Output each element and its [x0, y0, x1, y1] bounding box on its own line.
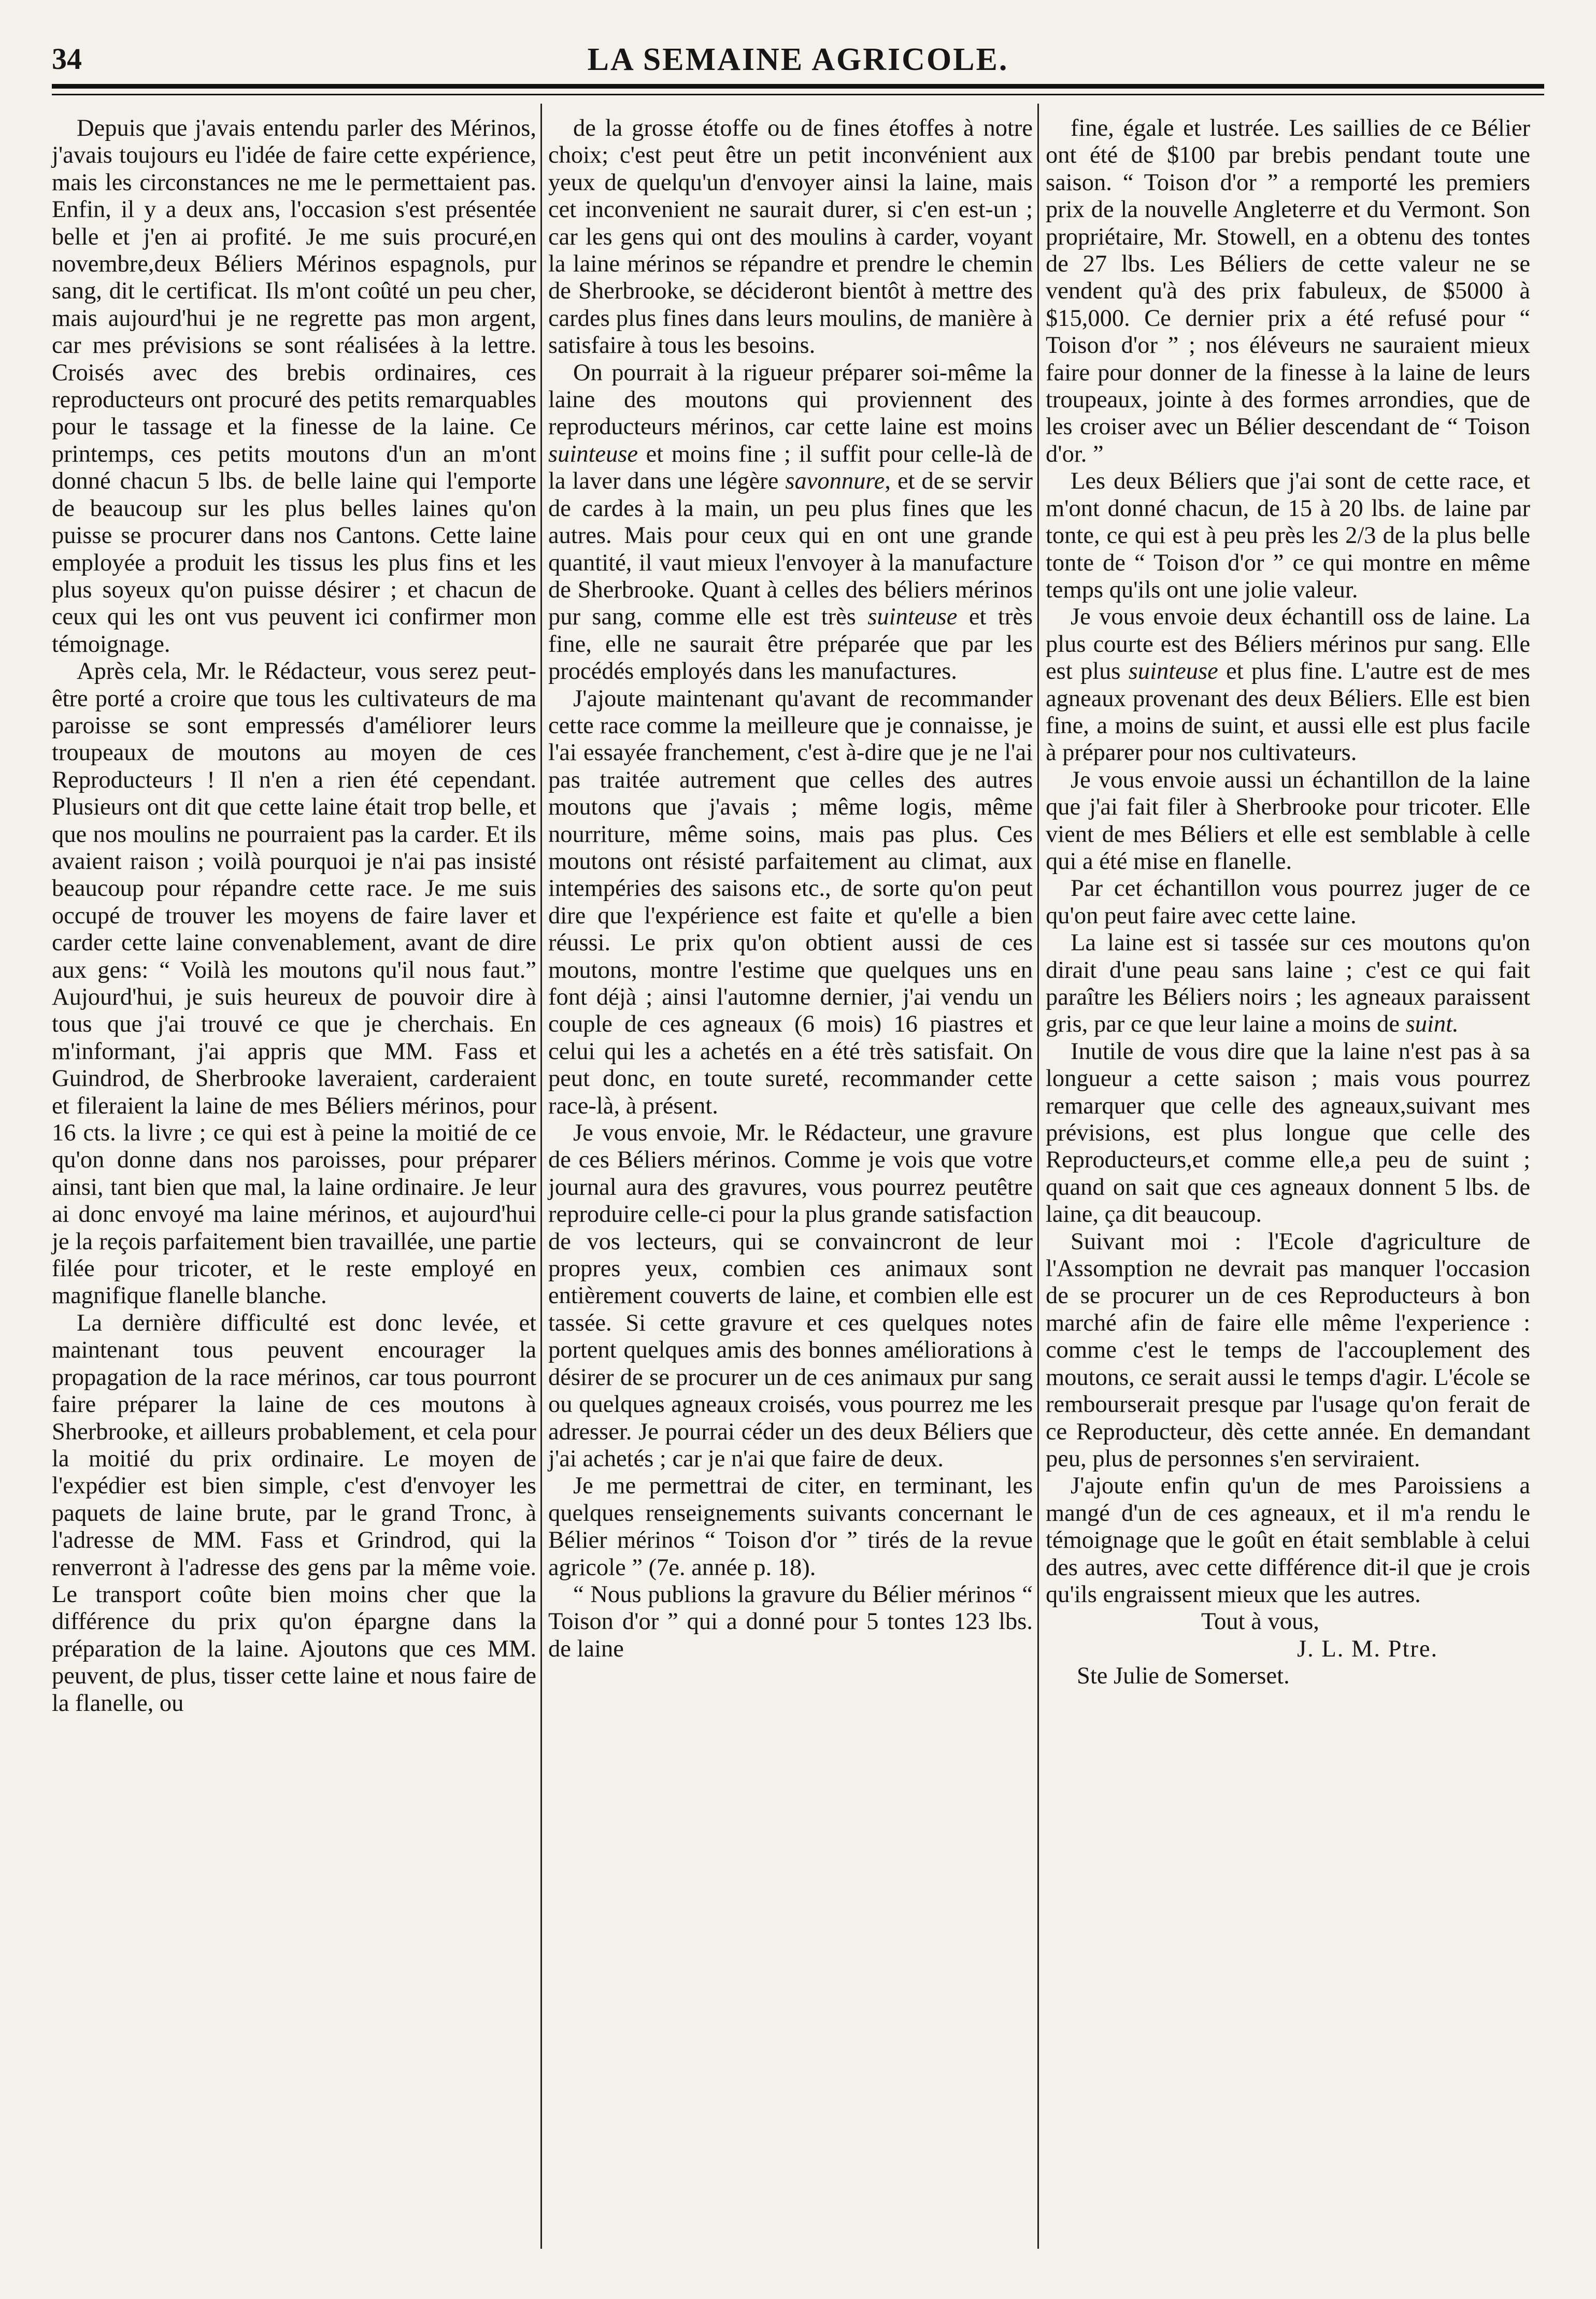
page-number: 34	[52, 42, 82, 76]
column-separator	[540, 104, 542, 2249]
column-2	[548, 115, 1033, 1663]
paragraph: On pourrait à la rigueur préparer soi-même la laine des moutons qui proviennent des reproducteurs mérinos, car cette laine est moins suinteuse et moins fine ; il suffit pour celle-là de la laver dans une légère savonnure, et de se servir de cardes à la main, un peu plus fines que les autres. Mais pour ceux qui en ont une grande quantité, il vaut mieux l'envoyer à la manufacture de Sherbrooke. Quant à celles des béliers mérinos pur sang, comme elle est très suinteuse et très fine, elle ne saurait être préparée que par les procédés employés dans les manufactures.	[548, 359, 1033, 685]
paragraph: La dernière difficulté est donc levée, et maintenant tous peuvent encourager la propagation de la race mérinos, car tous pourront faire préparer la laine de ces moutons à Sherbrooke, et ailleurs probablement, et cela pour la moitié du prix ordinaire. Le moyen de l'expédier est bien simple, c'est d'envoyer les paquets de laine brute, par le grand Tronc, à l'adresse de MM. Fass et Grindrod, qui la renverront à l'adresse des gens par la même voie. Le transport coûte bien moins cher que la différence du prix qu'on épargne dans la préparation de la laine. Ajoutons que ces MM. peuvent, de plus, tisser cette laine et nous faire de la flanelle, ou	[52, 1309, 536, 1717]
paragraph: “ Nous publions la gravure du Bélier mérinos “ Toison d'or ” qui a donné pour 5 tontes 123 lbs. de laine	[548, 1581, 1033, 1662]
journal-title: LA SEMAINE AGRICOLE.	[587, 42, 1009, 77]
signature-name: J. L. M. Ptre.	[1297, 1635, 1438, 1662]
paragraph: Je me permettrai de citer, en terminant, les quelques renseignements suivants concernant le Bélier mérinos “ Toison d'or ” tirés de la revue agricole ” (7e. année p. 18).	[548, 1473, 1033, 1581]
paragraph: Depuis que j'avais entendu parler des Mérinos, j'avais toujours eu l'idée de faire cette expérience, mais les circonstances ne me le permettaient pas. Enfin, il y a deux ans, l'occasion s'est présentée belle et j'en ai profité. Je me suis procuré,en novembre,deux Béliers Mérinos espagnols, pur sang, dit le certificat. Ils m'ont coûté un peu cher, mais aujourd'hui je ne regrette pas mon argent, car mes prévisions se sont réalisées à la lettre. Croisés avec des brebis ordinaires, ces reproducteurs ont procuré des petits remarquables pour le tassage et la finesse de la laine. Ce printemps, ces petits moutons d'un an m'ont donné chacun 5 lbs. de belle laine qui l'emporte de beaucoup sur les plus belles laines qu'on puisse se procurer dans nos Cantons. Cette laine employée a produit les tissus les plus fins et les plus soyeux qu'on puisse désirer ; et chacun de ceux qui les ont vus peuvent ici confirmer mon témoignage.	[52, 115, 536, 658]
paragraph: Après cela, Mr. le Rédacteur, vous serez peut-être porté a croire que tous les cultivateurs de ma paroisse se sont empressés d'améliorer leurs troupeaux de moutons au moyen de ces Reproducteurs ! Il n'en a rien été cependant. Plusieurs ont dit que cette laine était trop belle, et que nos moulins ne pourraient pas la carder. Et ils avaient raison ; voilà pourquoi je n'ai pas insisté beaucoup pour répandre cette race. Je me suis occupé de trouver les moyens de faire laver et carder cette laine convenablement, avant de dire aux gens: “ Voilà les moutons qu'il nous faut.” Aujourd'hui, je suis heureux de pouvoir dire à tous que j'ai trouvé ce que je cherchais. En m'informant, j'ai appris que MM. Fass et Guindrod, de Sherbrooke laveraient, carderaient et fileraient la laine de mes Béliers mérinos, pour 16 cts. la livre ; ce qui est à peine la moitié de ce qu'on donne dans nos paroisses, pour préparer ainsi, tant bien que mal, la laine ordinaire. Je leur ai donc envoyé ma laine mérinos, et aujourd'hui je la reçois parfaitement bien travaillée, une partie filée pour tricoter, et le reste employé en magnifique flanelle blanche.	[52, 658, 536, 1309]
column-1	[52, 115, 536, 1717]
column-3	[1046, 115, 1530, 1690]
paragraph: fine, égale et lustrée. Les saillies de ce Bélier ont été de $100 par brebis pendant toute une saison. “ Toison d'or ” a remporté les premiers prix de la nouvelle Angleterre et du Vermont. Son propriétaire, Mr. Stowell, en a obtenu des tontes de 27 lbs. Les Béliers de cette valeur ne se vendent qu'à des prix fabuleux, de $5000 à $15,000. Ce dernier prix a été refusé pour “ Toison d'or ” ; nos éléveurs ne sauraient mieux faire pour donner de la finesse à la laine de leurs troupeaux, jointe à des formes arrondies, que de les croiser avec un Bélier descendant de “ Toison d'or. ”	[1046, 115, 1530, 467]
signature-closing: Tout à vous,	[1201, 1608, 1319, 1635]
header-rule-thin	[52, 94, 1544, 95]
paragraph: Je vous envoie aussi un échantillon de la laine que j'ai fait filer à Sherbrooke pour tricoter. Elle vient de mes Béliers et elle est semblable à celle qui a été mise en flanelle.	[1046, 766, 1530, 875]
header-rule-thick	[52, 84, 1544, 89]
paragraph: de la grosse étoffe ou de fines étoffes à notre choix; c'est peut être un petit inconvénient aux yeux de quelqu'un d'envoyer ainsi la laine, mais cet inconvenient ne saurait durer, si c'en est-un ; car les gens qui ont des moulins à carder, voyant la laine mérinos se répandre et prendre le chemin de Sherbrooke, se décideront bientôt à mettre des cardes plus fines dans leurs moulins, de manière à satisfaire à tous les besoins.	[548, 115, 1033, 359]
paragraph: Je vous envoie, Mr. le Rédacteur, une gravure de ces Béliers mérinos. Comme je vois que votre journal aura des gravures, vous pourrez peutêtre reproduire celle-ci pour la plus grande satisfaction de vos lecteurs, qui se convaincront de leur propres yeux, combien ces animaux sont entièrement couverts de laine, et combien elle est tassée. Si cette gravure et ces quelques notes portent quelques amis des bonnes améliorations à désirer de se procurer un de ces animaux pur sang ou quelques agneaux croisés, vous pourrez me les adresser. Je pourrai céder un des deux Béliers que j'ai achetés ; car je n'ai que faire de deux.	[548, 1120, 1033, 1472]
signature-place: Ste Julie de Somerset.	[1077, 1663, 1290, 1690]
paragraph: Les deux Béliers que j'ai sont de cette race, et m'ont donné chacun, de 15 à 20 lbs. de laine par tonte, ce qui est à peu près les 2/3 de la plus belle tonte de “ Toison d'or ” ce qui montre en même temps qu'ils ont une jolie valeur.	[1046, 468, 1530, 603]
column-separator	[1037, 104, 1039, 2249]
paragraph: Suivant moi : l'Ecole d'agriculture de l'Assomption ne devrait pas manquer l'occasion de se procurer un de ces Reproducteurs à bon marché afin de faire elle même l'experience : comme c'est le temps de l'accouplement des moutons, ce serait aussi le temps d'agir. L'école se rembourserait presque par l'usage qu'on ferait de ce Reproducteur, dès cette année. En demandant peu, plus de personnes s'en serviraient.	[1046, 1228, 1530, 1472]
paragraph: Par cet échantillon vous pourrez juger de ce qu'on peut faire avec cette laine.	[1046, 875, 1530, 929]
page-header	[52, 37, 1544, 83]
paragraph: J'ajoute maintenant qu'avant de recommander cette race comme la meilleure que je connaisse, je l'ai essayée franchement, c'est à-dire que je ne l'ai pas traitée autrement que celles des autres moutons que j'avais ; même logis, même nourriture, même soins, mais pas plus. Ces moutons ont résisté parfaitement au climat, aux intempéries des saisons etc., de sorte qu'on peut dire que l'expérience est faite et qu'elle a bien réussi. Le prix qu'on obtient aussi de ces moutons, montre l'estime que quelques uns en font déjà ; ainsi l'automne dernier, j'ai vendu un couple de ces agneaux (6 mois) 16 piastres et celui qui les a achetés en a été très satisfait. On peut donc, en toute sureté, recommander cette race-là, à présent.	[548, 685, 1033, 1119]
paragraph: Inutile de vous dire que la laine n'est pas à sa longueur a cette saison ; mais vous pourrez remarquer que celle des agneaux,suivant mes prévisions, est plus longue que celle des Reproducteurs,et comme elle,a peu de suint ; quand on sait que ces agneaux donnent 5 lbs. de laine, ça dit beaucoup.	[1046, 1038, 1530, 1228]
paragraph: J'ajoute enfin qu'un de mes Paroissiens a mangé d'un de ces agneaux, et il m'a rendu le témoignage que le goût en était semblable à celui des autres, avec cette différence dit-il que je crois qu'ils engraissent mieux que les autres.	[1046, 1473, 1530, 1608]
paragraph: Je vous envoie deux échantill oss de laine. La plus courte est des Béliers mérinos pur sang. Elle est plus suinteuse et plus fine. L'autre est de mes agneaux provenant des deux Béliers. Elle est bien fine, a moins de suint, et aussi elle est plus facile à préparer pour nos cultivateurs.	[1046, 604, 1530, 766]
paragraph: La laine est si tassée sur ces moutons qu'on dirait d'une peau sans laine ; c'est ce qui fait paraître les Béliers noirs ; les agneaux paraissent gris, par ce que leur laine a moins de suint.	[1046, 930, 1530, 1038]
